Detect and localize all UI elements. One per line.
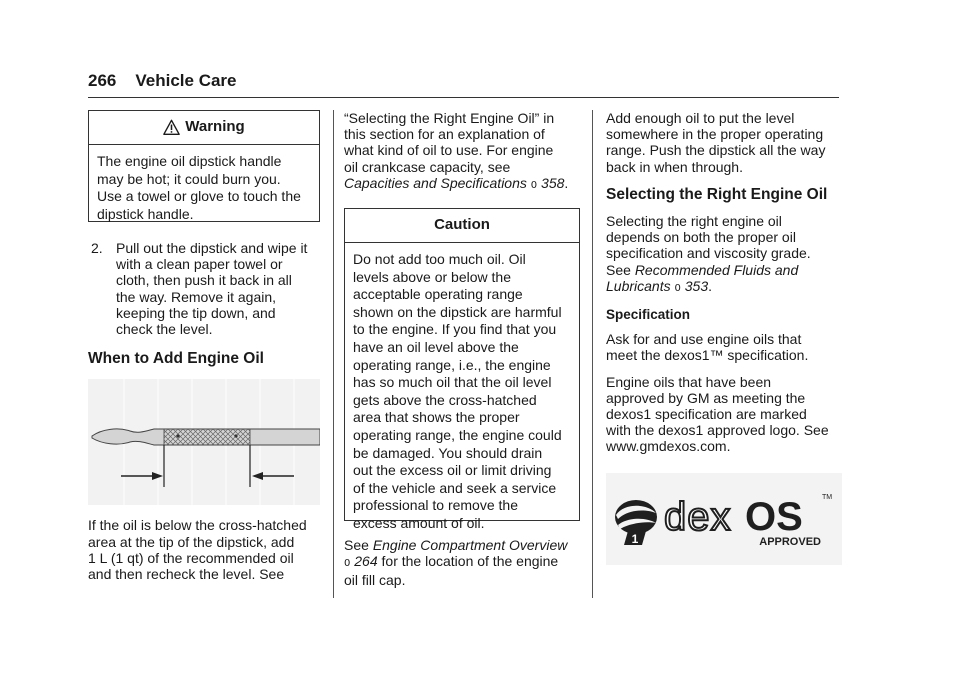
cross-reference-link[interactable]: Recommended Fluids and <box>634 261 799 278</box>
text-line: Ask for and use engine oils that <box>606 331 802 348</box>
text-line: excess amount of oil. <box>353 514 485 531</box>
column-3 <box>606 110 842 565</box>
text-line: oil crankcase capacity, see <box>344 158 511 175</box>
text-line: area that shows the proper <box>353 409 520 426</box>
section-heading: Selecting the Right Engine Oil <box>606 185 828 203</box>
warning-title: Warning <box>185 118 245 136</box>
page-number: 266 <box>88 71 117 90</box>
paragraph <box>88 517 320 582</box>
text-line: “Selecting the Right Engine Oil” in <box>344 110 555 126</box>
text-line: may be hot; it could burn you. <box>97 170 281 187</box>
paragraph <box>606 213 842 297</box>
text-line: keeping the tip down, and <box>116 304 276 321</box>
text-line: have an oil level above the <box>353 338 519 355</box>
step-text <box>116 240 320 337</box>
page-reference[interactable]: 264 <box>354 553 378 570</box>
subsection-heading: Specification <box>606 307 691 323</box>
text-line <box>344 175 580 194</box>
text-line: acceptable operating range <box>353 286 523 303</box>
text-line: back in when through. <box>606 158 743 175</box>
logo-approved-text: APPROVED <box>759 535 821 548</box>
text-line: be damaged. You should drain <box>353 444 543 461</box>
text-line <box>606 278 842 297</box>
text-line: cloth, then push it back in all <box>116 272 292 289</box>
text-line: operating range, the engine could <box>353 426 562 443</box>
step-2 <box>88 240 320 337</box>
caution-body <box>345 243 579 541</box>
text-line: and then recheck the level. See <box>88 566 285 583</box>
text-line: shown on the dipstick are harmful <box>353 303 562 320</box>
warning-box <box>88 110 320 222</box>
caution-box <box>344 208 580 531</box>
text-line: www.gmdexos.com. <box>606 438 731 455</box>
caution-header <box>345 209 579 243</box>
text-line: Engine oils that have been <box>606 373 772 390</box>
text-line: levels above or below the <box>353 268 511 285</box>
text-line: the way. Remove it again, <box>116 288 277 305</box>
page-header <box>88 71 237 91</box>
text-line <box>344 537 580 553</box>
text-line: approved by GM as meeting the <box>606 389 806 406</box>
logo-wordmark-bold: OS <box>745 494 803 539</box>
text-line: If the oil is below the cross-hatched <box>88 517 307 534</box>
trademark-symbol: TM <box>822 493 833 501</box>
text-line: dipstick handle. <box>97 205 194 222</box>
column-divider-1 <box>333 110 334 598</box>
punctuation: . <box>564 174 569 191</box>
text-line: meet the dexos1™ specification. <box>606 347 809 364</box>
text-line: operating range, i.e., the engine <box>353 356 551 373</box>
page-reference-icon: 0 <box>344 558 351 570</box>
text-line: area at the tip of the dipstick, add <box>88 533 295 550</box>
punctuation: . <box>708 277 712 294</box>
text-line: to the engine. If you find that you <box>353 321 557 338</box>
paragraph <box>606 374 842 455</box>
text-line: Do not add too much oil. Oil <box>353 251 526 268</box>
paragraph <box>344 110 580 194</box>
text-line: specification and viscosity grade. <box>606 245 811 262</box>
dipstick-illustration <box>88 379 320 505</box>
paragraph <box>606 331 842 363</box>
text-line: this section for an explanation of <box>344 126 545 143</box>
logo-number: 1 <box>631 531 639 546</box>
column-divider-2 <box>592 110 593 598</box>
text-line: Add enough oil to put the level <box>606 110 795 126</box>
warning-header <box>89 111 319 145</box>
text-line: Pull out the dipstick and wipe it <box>116 240 308 256</box>
see-text: See <box>606 261 635 278</box>
text-fragment: for the location of the engine <box>377 553 559 570</box>
text-line: with a clean paper towel or <box>116 256 283 273</box>
dexos1-approved-logo <box>606 473 842 565</box>
text-line: range. Push the dipstick all the way <box>606 142 826 159</box>
column-2 <box>344 110 580 589</box>
page-reference[interactable]: 353 <box>684 277 709 294</box>
section-title: Vehicle Care <box>135 71 237 90</box>
text-line <box>606 262 842 278</box>
see-text: See <box>344 537 373 554</box>
step-number: 2. <box>91 240 103 256</box>
text-line: somewhere in the proper operating <box>606 126 824 143</box>
text-line: oil fill cap. <box>344 572 406 589</box>
text-line: The engine oil dipstick handle <box>97 153 282 169</box>
text-line: professional to remove the <box>353 497 518 514</box>
cross-reference-link[interactable]: Engine Compartment Overview <box>372 537 568 554</box>
text-line: of the vehicle and seek a service <box>353 479 557 496</box>
cross-reference-link[interactable]: Lubricants <box>606 277 671 294</box>
caution-title: Caution <box>434 216 490 234</box>
section-heading: When to Add Engine Oil <box>88 350 264 368</box>
warning-body <box>89 145 319 231</box>
page-reference[interactable]: 358 <box>541 174 565 191</box>
header-rule <box>88 97 839 98</box>
text-line: depends on both the proper oil <box>606 229 796 246</box>
column-1 <box>88 110 320 582</box>
text-line: with the dexos1 approved logo. See <box>606 422 829 439</box>
text-line: what kind of oil to use. For engine <box>344 142 554 159</box>
paragraph <box>606 110 842 175</box>
logo-wordmark: dex <box>664 494 732 539</box>
text-line: Selecting the right engine oil <box>606 213 782 230</box>
text-line: gets above the cross-hatched <box>353 391 537 408</box>
cross-reference-link[interactable]: Capacities and Specifications <box>344 174 527 191</box>
text-line <box>344 553 580 572</box>
warning-triangle-icon <box>163 119 180 136</box>
text-line: dexos1 specification are marked <box>606 406 807 423</box>
text-line: has so much oil that the oil level <box>353 374 552 391</box>
text-line: 1 L (1 qt) of the recommended oil <box>88 549 294 566</box>
text-line: out the excess oil or limit driving <box>353 462 552 479</box>
page-reference-icon: 0 <box>530 179 538 191</box>
page-reference-icon: 0 <box>674 282 681 294</box>
text-line: check the level. <box>116 321 213 338</box>
text-line: Use a towel or glove to touch the <box>97 188 301 205</box>
paragraph <box>344 537 580 589</box>
